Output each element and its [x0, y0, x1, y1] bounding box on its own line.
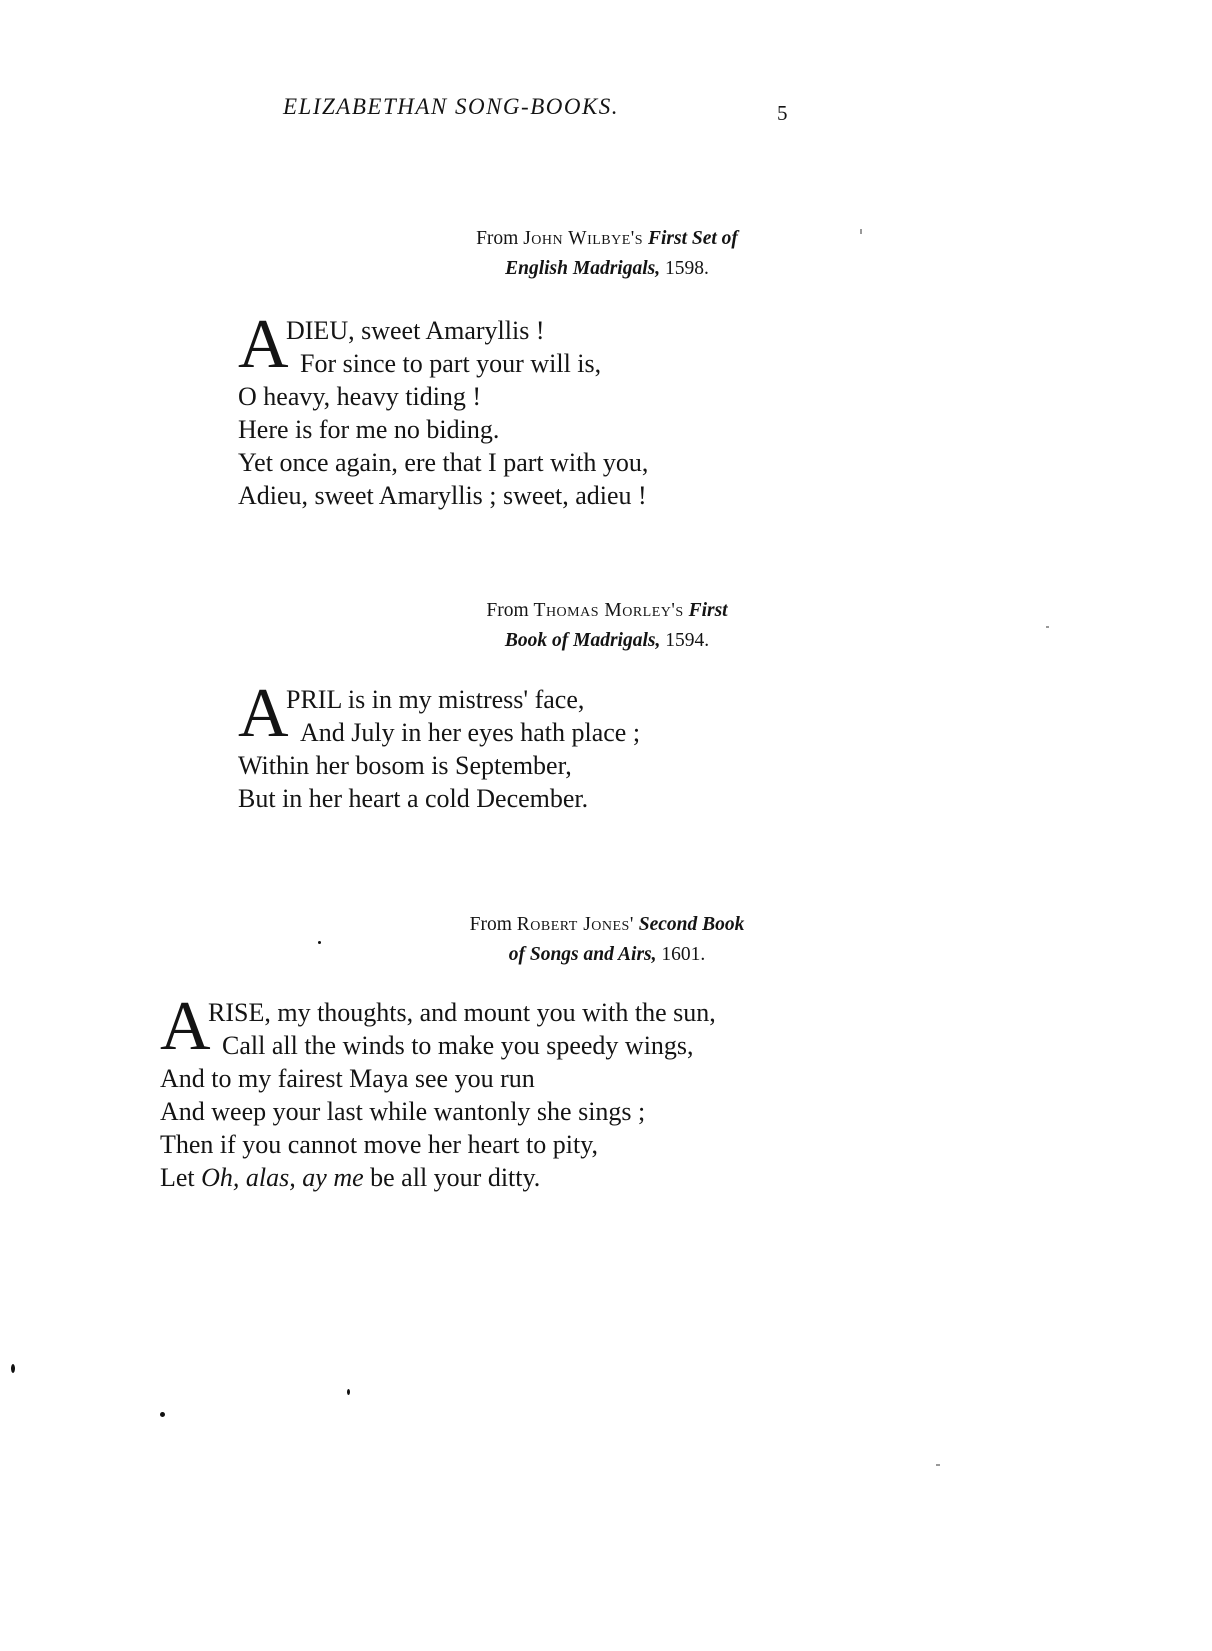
scan-speck: [936, 1464, 940, 1466]
poem-line: And July in her eyes hath place ;: [300, 718, 641, 747]
poem-line: And to my fairest Maya see you run: [160, 1064, 535, 1093]
poem-line: Within her bosom is September,: [238, 751, 572, 780]
poem-1-text: [238, 306, 649, 512]
poem-3-year: 1601.: [661, 944, 706, 965]
poem-1-source: From John Wilbye's First Set of English Madrigals, 1598.: [476, 228, 738, 279]
poem-1-work: First Set of: [647, 228, 738, 249]
poem-2-text: [238, 675, 641, 815]
scan-speck: [318, 941, 321, 944]
scan-speck: [1046, 626, 1049, 628]
poem-line: But in her heart a cold December.: [238, 784, 589, 813]
running-header-title: ELIZABETHAN SONG-BOOKS.: [283, 94, 620, 119]
poem-line: Adieu, sweet Amaryllis ; sweet, adieu !: [238, 481, 647, 510]
poem-line: And weep your last while wantonly she sings ;: [160, 1097, 646, 1126]
poem-3-work: Second Book: [638, 914, 745, 935]
poem-3-drop-cap: A: [160, 988, 211, 1065]
scan-speck: [11, 1364, 15, 1373]
scan-speck: [160, 1412, 165, 1417]
scan-speck: [860, 229, 862, 234]
poem-line: Yet once again, ere that I part with you,: [238, 448, 649, 477]
poem-line: Call all the winds to make you speedy wings,: [222, 1031, 694, 1060]
poem-3-source: From Robert Jones' Second Book of Songs and Airs, 1601.: [469, 914, 745, 965]
poem-line: PRIL is in my mistress' face,: [286, 685, 585, 714]
poem-3-author: Robert Jones': [516, 914, 634, 935]
poem-2-author: Thomas Morley's: [533, 600, 684, 621]
poem-2-drop-cap: A: [238, 675, 289, 752]
poem-1-drop-cap: A: [238, 306, 289, 383]
poem-line-last: Let Oh, alas, ay me be all your ditty.: [160, 1163, 541, 1192]
poem-3-italic-phrase: Oh, alas, ay me: [201, 1163, 364, 1192]
scan-speck: [347, 1389, 350, 1395]
poem-1-year: 1598.: [664, 258, 709, 279]
poem-line: RISE, my thoughts, and mount you with the sun,: [208, 998, 716, 1027]
page-number: 5: [777, 101, 788, 125]
poem-1-author: John Wilbye's: [523, 228, 644, 249]
poem-line: For since to part your will is,: [300, 349, 602, 378]
poem-2-source: From Thomas Morley's First Book of Madrigals, 1594.: [486, 600, 728, 651]
poem-line: O heavy, heavy tiding !: [238, 382, 482, 411]
poem-line: Then if you cannot move her heart to pity,: [160, 1130, 599, 1159]
poem-line: DIEU, sweet Amaryllis !: [286, 316, 545, 345]
poem-3-text: [160, 988, 716, 1194]
poem-line: Here is for me no biding.: [238, 415, 500, 444]
poem-2-work: First: [688, 600, 728, 621]
poem-2-year: 1594.: [665, 630, 710, 651]
